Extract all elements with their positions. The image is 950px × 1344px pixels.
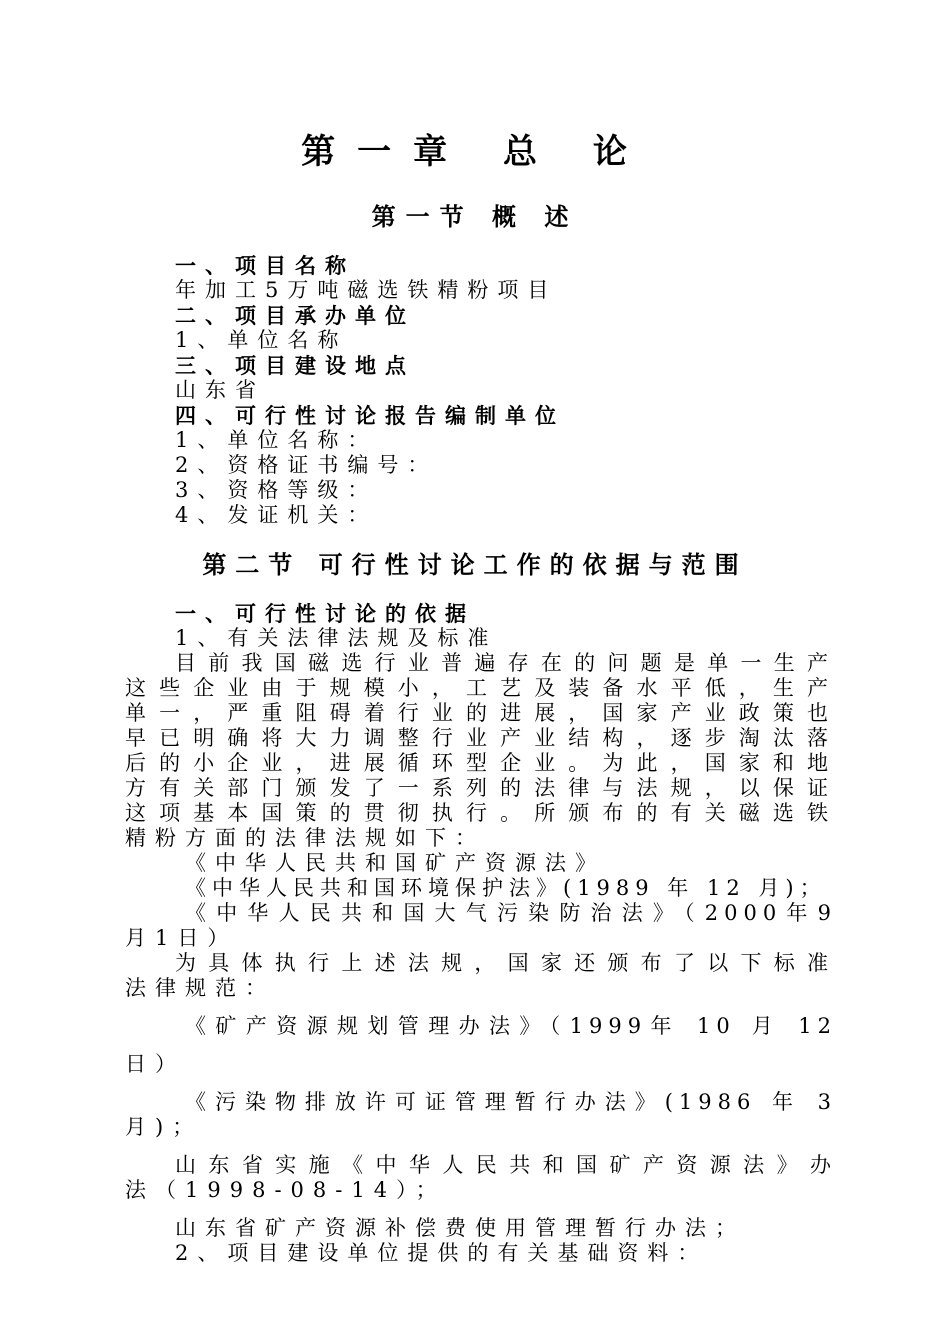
overview-block xyxy=(125,253,837,528)
section-title-overview: 第一节 概 述 xyxy=(371,202,579,231)
law-mineral-resources: 《中华人民共和国矿产资源法》 xyxy=(185,851,605,875)
undertaking-unit-name: 1、单位名称 xyxy=(175,328,348,352)
regulation-shandong-compensation: 山东省矿产资源补偿费使用管理暂行办法； xyxy=(175,1216,745,1240)
heading-report-compiler: 四、可行性讨论报告编制单位 xyxy=(175,403,565,428)
paragraph-line: 这些企业由于规模小，工艺及装备水平低，生产 xyxy=(125,676,837,700)
paragraph-line: 单一，严重阻碍着行业的进展，国家产业政策也 xyxy=(125,701,837,725)
heading-undertaking-unit: 二、项目承办单位 xyxy=(175,303,415,328)
law-environmental-protection: 《中华人民共和国环境保护法》(1989 年 12 月)； xyxy=(185,876,827,900)
compiler-certificate-number: 2、资格证书编号： xyxy=(175,453,438,477)
heading-project-name: 一、项目名称 xyxy=(175,253,355,278)
subheading-laws: 1、有关法律法规及标准 xyxy=(175,626,498,650)
paragraph-line: 后的小企业，进展循环型企业。为此，国家和地 xyxy=(125,751,837,775)
basis-block xyxy=(125,601,837,1266)
compiler-issuing-authority: 4、发证机关： xyxy=(175,503,378,527)
regulation-pollution-permit-date: 月)； xyxy=(125,1115,203,1139)
compiler-qualification-grade: 3、资格等级： xyxy=(175,478,378,502)
paragraph-line: 目前我国磁选行业普遍存在的问题是单一生产 xyxy=(175,651,837,675)
compiler-unit-name: 1、单位名称： xyxy=(175,428,378,452)
project-name-value: 年加工5万吨磁选铁精粉项目 xyxy=(175,278,558,302)
paragraph-line: 早已明确将大力调整行业产业结构，逐步淘汰落 xyxy=(125,726,837,750)
paragraph-line: 方有关部门颁发了一系列的法律与法规，以保证 xyxy=(125,776,837,800)
chapter-title: 第一章 总 论 xyxy=(301,132,649,172)
paragraph-line: 精粉方面的法律法规如下： xyxy=(125,826,485,850)
regulation-mineral-planning-date: 日） xyxy=(125,1052,185,1076)
paragraph-standards-end: 法律规范： xyxy=(125,976,275,1000)
paragraph-line: 这项基本国策的贯彻执行。所颁布的有关磁选铁 xyxy=(125,801,837,825)
regulation-shandong-implementation: 山东省实施《中华人民共和国矿产资源法》办 xyxy=(175,1153,837,1177)
section-title-basis: 第二节 可行性讨论工作的依据与范围 xyxy=(202,550,748,579)
paragraph-standards: 为具体执行上述法规，国家还颁布了以下标准 xyxy=(175,951,837,975)
regulation-shandong-implementation-date: 法（1998-08-14）； xyxy=(125,1178,446,1202)
heading-construction-site: 三、项目建设地点 xyxy=(175,353,415,378)
law-air-pollution: 《中华人民共和国大气污染防治法》（2000年9 xyxy=(185,901,837,925)
construction-site-value: 山东省 xyxy=(175,378,265,402)
heading-basis: 一、可行性讨论的依据 xyxy=(175,601,475,626)
law-air-pollution-date: 月1日） xyxy=(125,926,238,950)
regulation-mineral-planning: 《矿产资源规划管理办法》（1999年 10 月 12 xyxy=(185,1014,837,1038)
subheading-basic-materials: 2、项目建设单位提供的有关基础资料： xyxy=(175,1241,708,1265)
regulation-pollution-permit: 《污染物排放许可证管理暂行办法》(1986 年 3 xyxy=(185,1090,837,1114)
